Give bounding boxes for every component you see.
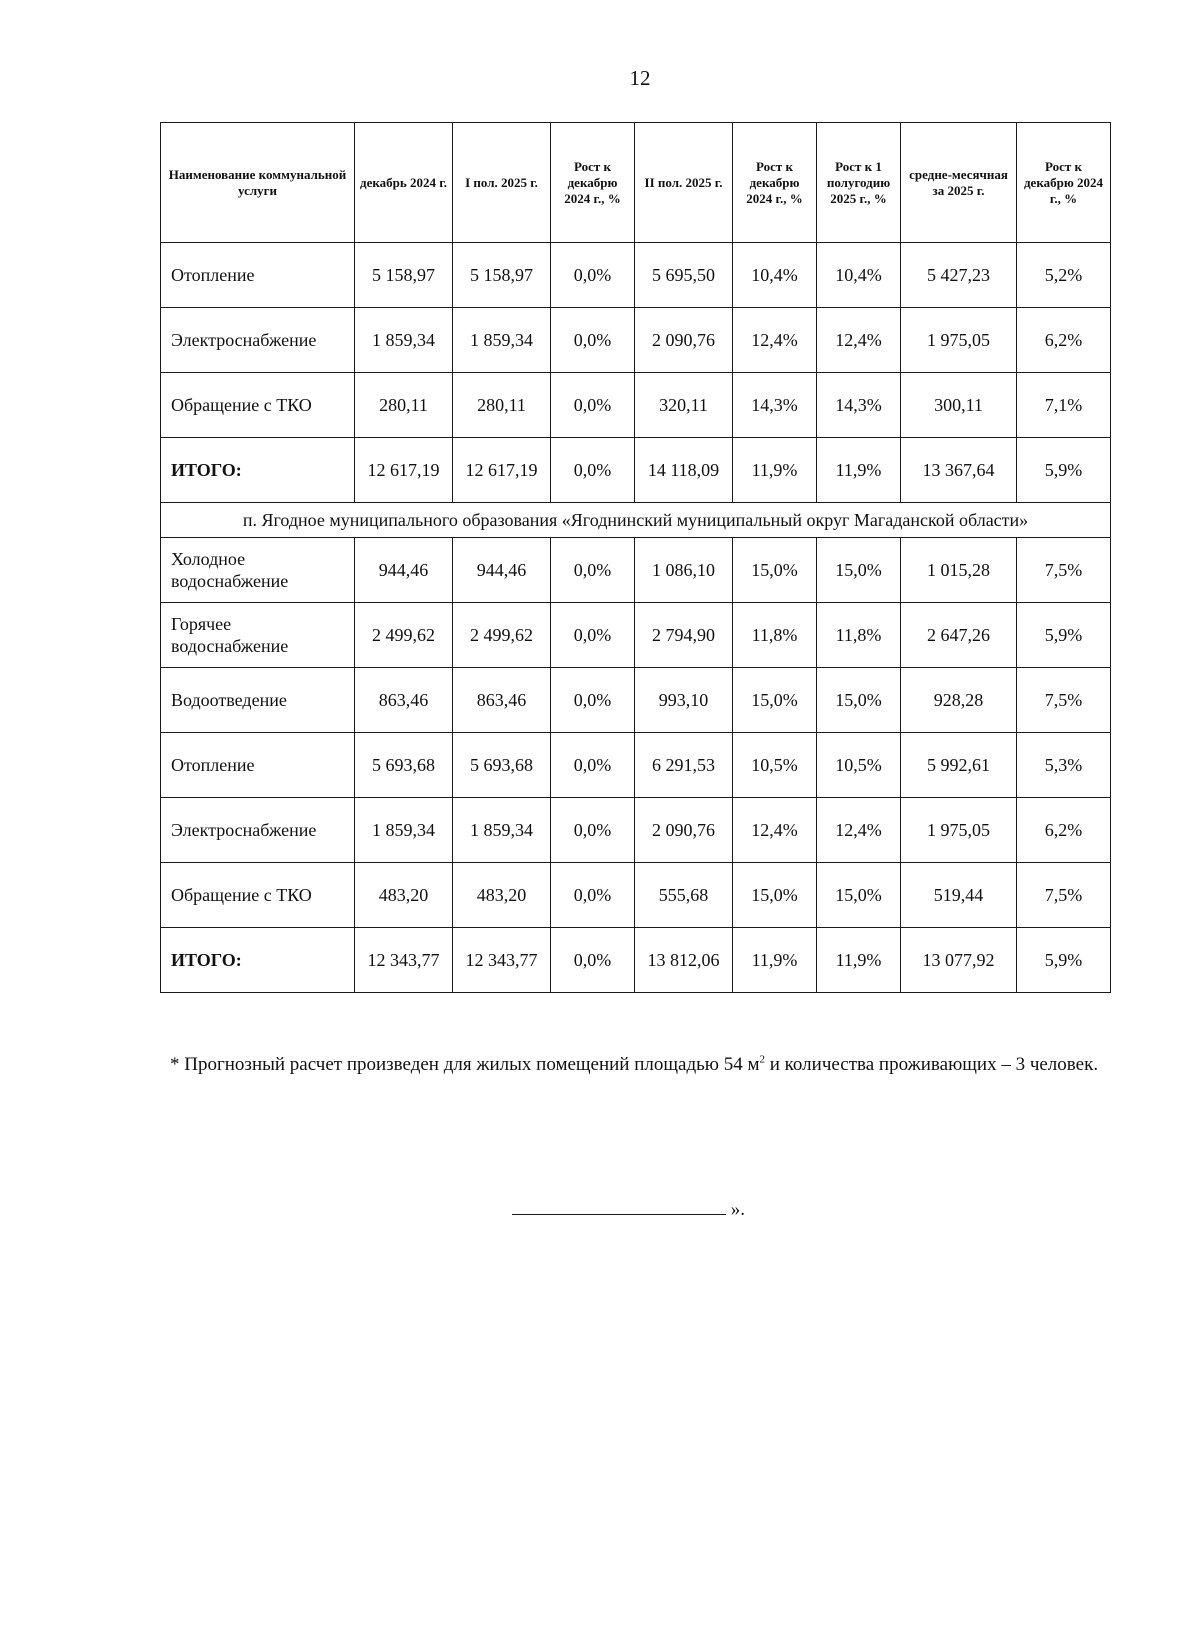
cell-h1: 12 343,77 [453, 928, 551, 993]
cell-h2: 6 291,53 [635, 733, 733, 798]
cell-avg: 5 427,23 [901, 243, 1017, 308]
cell-avg: 1 975,05 [901, 308, 1017, 373]
table-row [161, 603, 1111, 668]
cell-h1: 280,11 [453, 373, 551, 438]
cell-growth-3: 15,0% [817, 538, 901, 603]
total-label: ИТОГО: [161, 438, 355, 503]
table-row-total [161, 928, 1111, 993]
cell-growth-4: 5,9% [1017, 603, 1111, 668]
table-row [161, 308, 1111, 373]
table-row [161, 668, 1111, 733]
cell-avg: 2 647,26 [901, 603, 1017, 668]
cell-h2: 1 086,10 [635, 538, 733, 603]
cell-growth-4: 5,2% [1017, 243, 1111, 308]
cell-h1: 944,46 [453, 538, 551, 603]
cell-h1: 5 693,68 [453, 733, 551, 798]
cell-h2: 2 090,76 [635, 308, 733, 373]
cell-growth-2: 14,3% [733, 373, 817, 438]
cell-dec-2024: 483,20 [355, 863, 453, 928]
cell-growth-3: 10,5% [817, 733, 901, 798]
footnote [170, 1053, 1100, 1076]
cell-avg: 1 015,28 [901, 538, 1017, 603]
cell-growth-3: 11,8% [817, 603, 901, 668]
cell-growth-3: 11,9% [817, 438, 901, 503]
cell-dec-2024: 5 693,68 [355, 733, 453, 798]
service-name-line1: Горячее [171, 614, 232, 634]
cell-growth-3: 15,0% [817, 863, 901, 928]
header-service-name: Наименование коммунальной услуги [161, 123, 355, 243]
cell-growth-1: 0,0% [551, 373, 635, 438]
cell-dec-2024: 280,11 [355, 373, 453, 438]
cell-avg: 1 975,05 [901, 798, 1017, 863]
cell-growth-3: 12,4% [817, 308, 901, 373]
cell-growth-1: 0,0% [551, 928, 635, 993]
cell-growth-1: 0,0% [551, 733, 635, 798]
cell-h2: 993,10 [635, 668, 733, 733]
cell-growth-1: 0,0% [551, 863, 635, 928]
cell-growth-4: 7,5% [1017, 863, 1111, 928]
cell-growth-4: 6,2% [1017, 308, 1111, 373]
cell-h1: 1 859,34 [453, 798, 551, 863]
cell-growth-3: 11,9% [817, 928, 901, 993]
cell-dec-2024: 12 617,19 [355, 438, 453, 503]
footnote-text-before: * Прогнозный расчет произведен для жилых помещений площадью 54 м [170, 1054, 760, 1075]
service-name: Обращение с ТКО [161, 863, 355, 928]
table-row [161, 863, 1111, 928]
cell-growth-2: 11,9% [733, 928, 817, 993]
cell-h2: 320,11 [635, 373, 733, 438]
cell-growth-4: 7,5% [1017, 668, 1111, 733]
cell-dec-2024: 2 499,62 [355, 603, 453, 668]
cell-growth-1: 0,0% [551, 603, 635, 668]
footnote-text-after: и количества проживающих – 3 человек. [765, 1054, 1099, 1075]
footnote-superscript: 2 [759, 1053, 765, 1066]
service-name: Водоотведение [161, 668, 355, 733]
cell-growth-4: 5,9% [1017, 928, 1111, 993]
header-h2-2025: II пол. 2025 г. [635, 123, 733, 243]
cell-growth-3: 15,0% [817, 668, 901, 733]
cell-avg: 300,11 [901, 373, 1017, 438]
cell-avg: 928,28 [901, 668, 1017, 733]
tariff-table [160, 122, 1111, 993]
service-name-line2: водоснабжение [171, 571, 289, 591]
service-name: Электроснабжение [161, 308, 355, 373]
cell-growth-2: 12,4% [733, 308, 817, 373]
service-name [161, 603, 355, 668]
section-title: п. Ягодное муниципального образования «Ягоднинский муниципальный округ Магаданской области» [161, 503, 1111, 538]
cell-avg: 519,44 [901, 863, 1017, 928]
cell-h2: 13 812,06 [635, 928, 733, 993]
cell-growth-4: 5,3% [1017, 733, 1111, 798]
cell-growth-4: 7,1% [1017, 373, 1111, 438]
cell-h2: 14 118,09 [635, 438, 733, 503]
cell-avg: 13 077,92 [901, 928, 1017, 993]
cell-growth-1: 0,0% [551, 798, 635, 863]
table-header-row [161, 123, 1111, 243]
cell-growth-3: 10,4% [817, 243, 901, 308]
cell-growth-2: 15,0% [733, 863, 817, 928]
cell-growth-3: 12,4% [817, 798, 901, 863]
cell-dec-2024: 1 859,34 [355, 798, 453, 863]
table-row-total [161, 438, 1111, 503]
service-name: Электроснабжение [161, 798, 355, 863]
service-name: Обращение с ТКО [161, 373, 355, 438]
cell-growth-2: 15,0% [733, 668, 817, 733]
cell-dec-2024: 5 158,97 [355, 243, 453, 308]
cell-growth-1: 0,0% [551, 438, 635, 503]
cell-growth-2: 15,0% [733, 538, 817, 603]
cell-h1: 1 859,34 [453, 308, 551, 373]
cell-dec-2024: 863,46 [355, 668, 453, 733]
header-growth-h1: Рост к 1 полугодию 2025 г., % [817, 123, 901, 243]
closing-line [512, 1196, 745, 1221]
table-row [161, 733, 1111, 798]
service-name-line1: Холодное [171, 549, 246, 569]
header-growth-dec-1: Рост к декабрю 2024 г., % [551, 123, 635, 243]
cell-h1: 12 617,19 [453, 438, 551, 503]
cell-h1: 483,20 [453, 863, 551, 928]
cell-growth-1: 0,0% [551, 308, 635, 373]
cell-growth-2: 11,9% [733, 438, 817, 503]
header-growth-dec-2: Рост к декабрю 2024 г., % [733, 123, 817, 243]
header-h1-2025: I пол. 2025 г. [453, 123, 551, 243]
header-growth-dec-3: Рост к декабрю 2024 г., % [1017, 123, 1111, 243]
cell-growth-4: 6,2% [1017, 798, 1111, 863]
cell-growth-1: 0,0% [551, 668, 635, 733]
service-name: Отопление [161, 243, 355, 308]
cell-h2: 5 695,50 [635, 243, 733, 308]
table-row [161, 538, 1111, 603]
table-row [161, 798, 1111, 863]
cell-growth-2: 12,4% [733, 798, 817, 863]
cell-dec-2024: 1 859,34 [355, 308, 453, 373]
cell-avg: 5 992,61 [901, 733, 1017, 798]
cell-h2: 2 090,76 [635, 798, 733, 863]
cell-growth-2: 10,5% [733, 733, 817, 798]
cell-h1: 5 158,97 [453, 243, 551, 308]
closing-mark: ». [730, 1199, 745, 1220]
header-avg-2025: средне-месячная за 2025 г. [901, 123, 1017, 243]
cell-h2: 555,68 [635, 863, 733, 928]
table-row [161, 243, 1111, 308]
cell-growth-4: 7,5% [1017, 538, 1111, 603]
cell-growth-4: 5,9% [1017, 438, 1111, 503]
cell-growth-3: 14,3% [817, 373, 901, 438]
header-dec-2024: декабрь 2024 г. [355, 123, 453, 243]
cell-growth-1: 0,0% [551, 243, 635, 308]
cell-growth-2: 10,4% [733, 243, 817, 308]
cell-growth-2: 11,8% [733, 603, 817, 668]
service-name-line2: водоснабжение [171, 636, 289, 656]
cell-h2: 2 794,90 [635, 603, 733, 668]
service-name [161, 538, 355, 603]
service-name: Отопление [161, 733, 355, 798]
total-label: ИТОГО: [161, 928, 355, 993]
signature-underline [512, 1196, 726, 1215]
section-row [161, 503, 1111, 538]
cell-dec-2024: 944,46 [355, 538, 453, 603]
cell-dec-2024: 12 343,77 [355, 928, 453, 993]
cell-growth-1: 0,0% [551, 538, 635, 603]
cell-h1: 2 499,62 [453, 603, 551, 668]
page-number: 12 [629, 66, 651, 90]
table-row [161, 373, 1111, 438]
cell-h1: 863,46 [453, 668, 551, 733]
cell-avg: 13 367,64 [901, 438, 1017, 503]
